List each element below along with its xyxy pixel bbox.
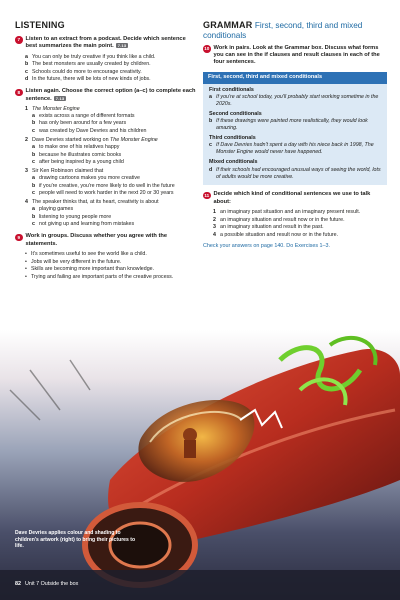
- grammar-example: b If these drawings were painted more realistically, they would look amazing.: [209, 118, 368, 132]
- exercise-7: [15, 36, 197, 83]
- check-answers-link[interactable]: Check your answers on page 140. Do Exercises 1–3.: [203, 242, 331, 249]
- exercise-instruction: Work in groups. Discuss whether you agree with the statements.: [25, 233, 167, 247]
- page-footer: [15, 581, 78, 587]
- unit-title: Outside the box: [40, 581, 79, 587]
- bullet-icon: •: [25, 273, 27, 280]
- bullet-icon: •: [25, 251, 27, 257]
- list-item: 4 a possible situation and result now or in the future.: [213, 231, 339, 238]
- question-1: 1 The Monster Engine: [25, 105, 80, 112]
- option-a: a exists across a range of different formats: [32, 112, 135, 119]
- exercise-9: [15, 233, 197, 280]
- option-b: b listening to young people more: [32, 213, 112, 220]
- grammar-column: [203, 20, 387, 255]
- option-b: b if you're creative, you're more likely to do well in the future: [32, 182, 175, 189]
- unit-label: Unit 7: [25, 581, 40, 587]
- exercise-number: 10: [204, 46, 210, 52]
- option-c: c was created by Dave Devries and his children: [32, 128, 147, 135]
- list-item: • Skills are becoming more important than knowledge.: [25, 266, 155, 273]
- option-c: c not giving up and learning from mistakes: [32, 221, 135, 228]
- grammar-heading: Mixed conditionals: [209, 159, 258, 166]
- grammar-heading: Second conditionals: [209, 111, 262, 118]
- option-b: b has only been around for a few years: [32, 120, 127, 127]
- list-item: • Jobs will be very different in the future.: [25, 258, 122, 265]
- exercise-instruction: Work in pairs. Look at the Grammar box. Discuss what forms you can see in the if clauses and result clauses in each of the four sentences.: [213, 44, 380, 66]
- grammar-heading: First conditionals: [209, 87, 254, 94]
- option-b: b because he illustrates comic books: [32, 151, 122, 158]
- audio-track-badge[interactable]: 7.13: [117, 43, 127, 49]
- grammar-box-title: First, second, third and mixed conditionals: [203, 72, 387, 84]
- page-number: 82: [15, 581, 21, 587]
- grammar-example: d If their schools had encouraged unusual ways of seeing the world, lots of adults would be more creative.: [209, 166, 381, 180]
- option-c: c Schools could do more to encourage creativity.: [25, 68, 142, 75]
- question-4: 4 The speaker thinks that, at its heart, creativity is about: [25, 199, 159, 206]
- option-a: a playing games: [32, 206, 74, 213]
- option-a: a to make one of his relatives happy: [32, 144, 120, 151]
- bullet-icon: •: [25, 258, 27, 265]
- option-c: c after being inspired by a young child: [32, 159, 124, 166]
- list-item: 3 an imaginary situation and result in the past.: [213, 224, 324, 231]
- audio-track-badge[interactable]: 7.13: [55, 95, 65, 101]
- question-3: 3 Sir Ken Robinson claimed that: [25, 168, 104, 175]
- exercise-8: [15, 88, 197, 228]
- exercise-number: 7: [15, 36, 23, 44]
- list-item: • It's sometimes useful to see the world like a child.: [25, 251, 147, 257]
- grammar-example: c If Dave Devries hadn't spent a day with his niece back in 1998, The Monster Engine would never have happened.: [209, 142, 374, 156]
- option-b: b The best monsters are usually created by children.: [25, 61, 151, 68]
- option-a: a You can only be truly creative if you think like a child.: [25, 53, 156, 60]
- grammar-title: GRAMMAR First, second, third and mixed conditionals: [203, 20, 363, 41]
- grammar-heading: Third conditionals: [209, 135, 256, 142]
- grammar-box: [203, 72, 387, 186]
- question-2: 2 Dave Devries started working on The Monster Engine: [25, 137, 158, 144]
- exercise-instruction: Decide which kind of conditional sentences we use to talk about:: [213, 191, 371, 205]
- exercise-number: 8: [15, 89, 23, 97]
- list-item: 2 an imaginary situation and result now or in the future.: [213, 216, 345, 223]
- grammar-example: a If you're at school today, you'll probably start working sometime in the 2020s.: [209, 94, 379, 108]
- exercise-number: 11: [204, 192, 210, 198]
- image-caption: Dave Devries applies colour and shading to children's artwork (right) to bring their pictures to life.: [15, 530, 136, 550]
- list-item: 1 an imaginary past situation and an imaginary present result.: [213, 209, 361, 216]
- option-a: a drawing cartoons makes you more creative: [32, 175, 140, 182]
- monster-car-illustration: [0, 330, 400, 600]
- listening-column: [15, 20, 197, 286]
- exercise-instruction: Listen to an extract from a podcast. Decide which sentence best summarizes the main point.: [25, 35, 186, 50]
- option-d: d In the future, there will be lots of new kinds of jobs.: [25, 76, 151, 83]
- exercise-10: [203, 45, 387, 67]
- exercise-instruction: Listen again. Choose the correct option (a–c) to complete each sentence.: [25, 88, 196, 102]
- exercise-11: [203, 191, 387, 249]
- list-item: • Trying and failing are important parts of the creative process.: [25, 273, 174, 280]
- bullet-icon: •: [25, 266, 27, 273]
- exercise-number: 9: [15, 234, 23, 242]
- option-c: c people will need to work harder in the next 20 or 30 years: [32, 190, 174, 197]
- listening-title: LISTENING: [15, 20, 65, 30]
